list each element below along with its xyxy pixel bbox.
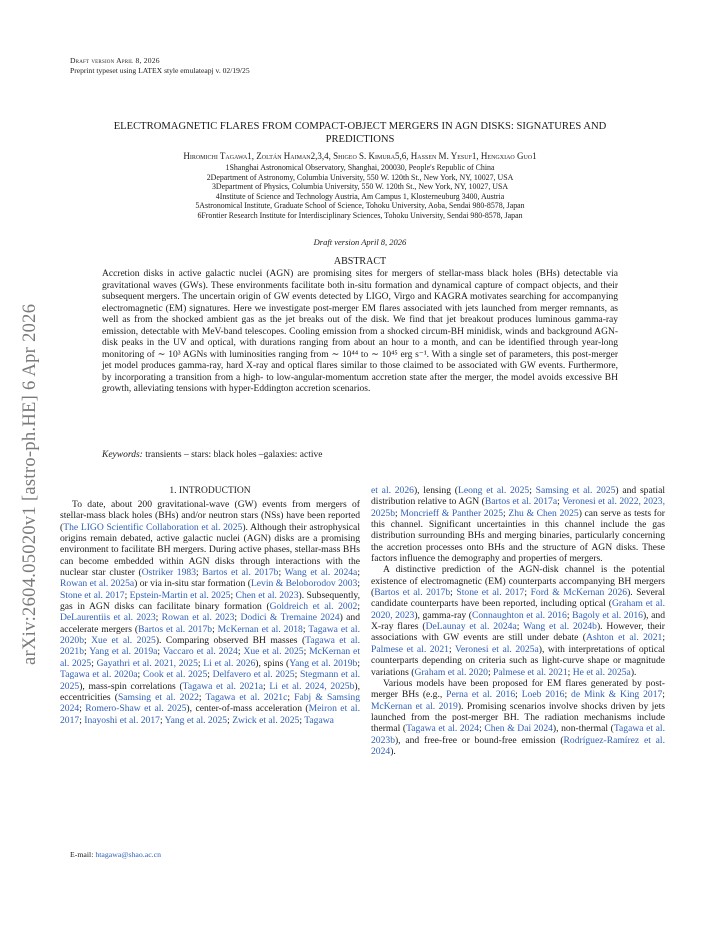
body-text: ; [91, 657, 97, 669]
citation-link[interactable]: Tagawa et al. 2021b [60, 635, 360, 658]
affiliation-3: 3Department of Physics, Columbia University, 550 W. 120th St., New York, NY, 10027, USA [211, 182, 509, 191]
citation-link[interactable]: Tagawa et al. 2020a [60, 669, 138, 681]
citation-link[interactable]: Chen et al. 2023 [235, 589, 299, 601]
author-list: Hiromichi Tagawa1, Zoltán Haiman2,3,4, Shigeo S. Kimura5,6, Hassen M. Yesuf1, Hengxiao Guo1 [183, 151, 537, 161]
citation-link[interactable]: Zwick et al. 2025 [232, 714, 300, 726]
body-text: ), gamma-ray ( [414, 609, 472, 621]
citation-link[interactable]: McKernan et al. 2019 [371, 700, 458, 712]
citation-link[interactable]: Perna et al. 2016 [446, 689, 516, 701]
citation-link[interactable]: Xue et al. 2025 [91, 635, 156, 647]
body-text: ; [357, 657, 360, 669]
citation-link[interactable]: Wang et al. 2024a [284, 567, 358, 579]
body-text: ; [566, 609, 573, 621]
body-text: ; [394, 507, 401, 519]
citation-link[interactable]: Xue et al. 2025 [243, 646, 304, 658]
citation-link[interactable]: Stone et al. 2017 [60, 589, 125, 601]
citation-link[interactable]: The LIGO Scientific Collaboration et al. 2025 [63, 521, 243, 533]
body-text: ; [83, 635, 92, 647]
body-text: ), spins ( [255, 657, 290, 669]
citation-link[interactable]: Bartos et al. 2017b [374, 587, 451, 599]
draft-date: Draft version April 8, 2026 [313, 237, 407, 247]
body-text: ; [357, 578, 360, 590]
body-text: ; [230, 589, 236, 601]
citation-link[interactable]: Bartos et al. 2017a [484, 496, 558, 508]
citation-link[interactable]: Zhu & Chen 2025 [508, 507, 579, 519]
body-text: ), non-thermal ( [552, 723, 614, 735]
body-text: ), and free-free or bound-free emission ( [394, 734, 564, 746]
citation-link[interactable]: Cook et al. 2025 [142, 669, 208, 681]
citation-link[interactable]: Epstein-Martin et al. 2025 [129, 589, 231, 601]
body-text: ; [159, 714, 165, 726]
citation-link[interactable]: Stone et al. 2017 [456, 587, 525, 599]
email-link[interactable]: htagawa@shao.ac.cn [95, 850, 161, 859]
citation-link[interactable]: Ostriker 1983 [141, 567, 196, 579]
citation-link[interactable]: Goldreich et al. 2002 [269, 601, 358, 613]
body-text: ; [557, 496, 563, 508]
citation-link[interactable]: Bagoly et al. 2016 [572, 609, 643, 621]
body-text: ). Subsequently, gas in AGN disks can facilitate binary formation ( [60, 589, 360, 613]
citation-link[interactable]: Samsing et al. 2025 [535, 485, 616, 496]
preprint-header [70, 56, 250, 75]
citation-link[interactable]: Veronesi et al. 2022, 2023, 2025b [371, 496, 665, 519]
body-text: ; [198, 691, 206, 703]
citation-link[interactable]: Li et al. 2024, 2025b [269, 680, 355, 692]
body-text: ; [479, 723, 485, 735]
citation-link[interactable]: Yang et al. 2025 [164, 714, 228, 726]
body-text: ; [448, 643, 455, 655]
body-text: ; [79, 714, 85, 726]
body-text: ; [157, 646, 163, 658]
body-text: ; [79, 703, 86, 715]
body-text: Various models have been proposed for EM flares generated by post-merger BHs (e.g., [371, 677, 665, 701]
citation-link[interactable]: Graham et al. 2020 [414, 666, 488, 678]
citation-link[interactable]: Li et al. 2026 [203, 657, 256, 669]
citation-link[interactable]: Delfavero et al. 2025 [212, 669, 295, 681]
body-text: ). Comparing observed BH masses ( [155, 635, 306, 647]
citation-link[interactable]: Palmese et al. 2021 [493, 666, 568, 678]
body-text: ; [124, 589, 130, 601]
body-text: ; [263, 680, 270, 692]
citation-link[interactable]: Gayathri et al. 2021, 2025 [96, 657, 198, 669]
citation-link[interactable]: Ford & McKernan 2026 [530, 587, 628, 599]
citation-link[interactable]: Tagawa et al. 2024 [406, 723, 480, 735]
citation-link[interactable]: et al. 2026 [371, 485, 414, 496]
body-text: ; [299, 714, 305, 726]
intro-paragraph-2 [371, 564, 665, 677]
body-text: ) or via in-situ star formation ( [134, 578, 251, 590]
body-text: ; [196, 567, 203, 579]
citation-link[interactable]: Yang et al. 2019a [89, 646, 158, 658]
body-text: ; [237, 646, 244, 658]
body-text: ; [302, 623, 309, 635]
citation-link[interactable]: Stegmann et al. 2025 [60, 669, 361, 692]
section-heading-introduction: 1. INTRODUCTION [169, 486, 251, 496]
citation-link[interactable]: Loeb 2016 [521, 689, 565, 701]
body-text: ), and X-ray flares ( [371, 609, 665, 633]
affiliation-6: 6Frontier Research Institute for Interdisciplinary Sciences, Tohoku University, Sendai 980-8578, Japan [197, 210, 523, 220]
citation-link[interactable]: Wang et al. 2024b [523, 621, 597, 633]
abstract-body: Accretion disks in active galactic nuclei (AGN) are promising sites for mergers of stellar-mass black holes (BHs) detectable via gravitational waves (GWs). These environments facilitate both in-situ formation and dynamical capture of compact objects, and their subsequent mergers. The uncertain origin of GW events detected by LIGO, Virgo and KAGRA motivates searching for accompanying electromagnetic (EM) signatures. Here we investigate post-merger EM flares associated with jets launched from merger remnants, as well as from the shocked ambient gas as the jet breaks out of the disk. We find that jet breakout produces luminous gamma-ray emission, detectable with MeV-band telescopes. Cooling emission from a shocked circum-BH minidisk, winds and background AGN-disk peaks in the UV and optical, with durations ranging from about an hour to a month, and can be identified through year-long monitoring of ∼ 10³ AGNs with luminosities ranging from ∼ 10⁴⁴ to ∼ 10⁴⁵ erg s⁻¹. With a single set of parameters, this post-merger jet model produces gamma-ray, hard X-ray and optical flares similar to those claimed to be associated with GW events. Furthermore, by incorporating a transition from a high- to low-angular-momentum accretion state after the merger, the model avoids excessive BH growth, alleviating tensions with hyper-Eddington accretion scenarios. [102, 269, 618, 394]
affiliations [80, 163, 640, 220]
body-text: ; [516, 621, 524, 633]
citation-link[interactable]: Veronesi et al. 2025a [454, 643, 539, 655]
citation-link[interactable]: Romero-Shaw et al. 2025 [85, 703, 187, 715]
body-text: ; [83, 646, 90, 658]
email-label: E-mail: [70, 850, 94, 859]
keywords-list: transients – stars: black holes –galaxies: active [145, 450, 323, 460]
citation-link[interactable]: DeLaunay et al. 2024a [425, 621, 517, 633]
body-text: ; [564, 689, 572, 701]
citation-link[interactable]: Palmese et al. 2021 [371, 643, 449, 655]
affiliation-5: 5Astronomical Institute, Graduate School of Science, Tohoku University, Aoba, Sendai 980-8578, Japan [195, 201, 525, 210]
body-text: ; [487, 666, 494, 678]
citation-link[interactable]: He et al. 2025a [572, 666, 631, 678]
body-text: ; [197, 657, 204, 669]
body-text: ; [212, 623, 218, 635]
body-text: ) and accelerate mergers ( [60, 612, 360, 635]
intro-paragraph-3 [371, 678, 665, 757]
body-text: ), with interpretations of optical counterparts depending on criteria such as light-curve shape or magnitude variations ( [371, 643, 665, 678]
body-text: ). Promising scenarios involve shocks driven by jets launched from the post-merger BH. The radiation mechanisms include thermal ( [371, 700, 666, 735]
body-text: ; [529, 485, 536, 496]
citation-link[interactable]: Chen & Dai 2024 [484, 723, 553, 735]
citation-link[interactable]: Ashton et al. 2021 [586, 632, 663, 644]
citation-link[interactable]: Bartos et al. 2017b [202, 567, 279, 579]
affiliation-4: 4Institute of Science and Technology Austria, Am Campus 1, Klosterneuburg 3400, Austria [215, 191, 505, 201]
citation-link[interactable]: Inayoshi et al. 2017 [84, 714, 160, 726]
body-text: ; [137, 669, 143, 681]
body-text: ). [630, 666, 637, 678]
left-column [60, 499, 360, 726]
citation-link[interactable]: Rowan et al. 2025a [60, 578, 135, 590]
paper-title: ELECTROMAGNETIC FLARES FROM COMPACT-OBJECT MERGERS IN AGN DISKS: SIGNATURES AND PREDICTIONS [113, 121, 607, 145]
citation-link[interactable]: de Mink & King 2017 [571, 689, 663, 701]
body-text: ; [303, 646, 310, 658]
body-text: ), center-of-mass acceleration ( [186, 703, 309, 715]
citation-link[interactable]: Yang et al. 2019b [289, 657, 358, 669]
citation-link[interactable]: Samsing et al. 2022 [117, 691, 199, 703]
abstract-heading: ABSTRACT [333, 256, 387, 267]
body-text: ). Several candidate counterparts have been reported, including optical ( [371, 587, 665, 610]
arxiv-identifier: arXiv:2604.05020v1 [astro-ph.HE] 6 Apr 2026 [20, 303, 40, 665]
citation-link[interactable]: Meiron et al. 2017 [60, 703, 360, 726]
body-text: A distinctive prediction of the AGN-disk channel is the potential existence of electromagnetic (EM) counterparts accompanying BH mergers ( [371, 564, 665, 599]
citation-link[interactable]: Moncrieff & Panther 2025 [400, 507, 503, 519]
body-text: ; [357, 601, 360, 613]
intro-paragraph-1-continued [371, 485, 665, 564]
affiliation-2: 2Department of Astronomy, Columbia University, 550 W. 120th St., New York, NY, 10027, USA [206, 172, 514, 182]
draft-version-line: Draft version April 8, 2026 [70, 56, 160, 65]
citation-link[interactable]: Tagawa [304, 714, 334, 726]
body-text: ). [390, 745, 396, 757]
citation-link[interactable]: Rowan et al. 2023 [161, 612, 235, 624]
citation-link[interactable]: Dodici & Tremaine 2024 [240, 612, 340, 624]
citation-link[interactable]: DeLaurentiis et al. 2023 [60, 612, 156, 624]
intro-paragraph-1 [60, 499, 360, 726]
citation-link[interactable]: Graham et al. 2020, 2023 [371, 598, 665, 621]
citation-link[interactable]: Rodríguez-Ramírez et al. 2024 [371, 734, 665, 757]
citation-link[interactable]: Tagawa et al. 2021c [205, 691, 288, 703]
body-text: ; [227, 714, 233, 726]
body-text: ), mass-spin correlations ( [79, 680, 183, 692]
body-text: To date, about 200 gravitational-wave (GW) events from mergers of stellar-mass black holes (BHs) and/or neutron stars (NSs) have been reported ( [60, 499, 360, 533]
citation-link[interactable]: McKernan et al. 2025 [60, 646, 360, 669]
citation-link[interactable]: Tagawa et al. 2020b [60, 623, 360, 647]
citation-link[interactable]: Tagawa et al. 2023b [371, 723, 665, 746]
body-text: ; [450, 587, 457, 599]
body-text: ; [287, 691, 295, 703]
citation-link[interactable]: Connaughton et al. 2016 [471, 609, 567, 621]
keywords-label: Keywords: [102, 450, 143, 460]
citation-link[interactable]: Vaccaro et al. 2024 [162, 646, 238, 658]
citation-link[interactable]: Levin & Beloborodov 2003 [250, 578, 358, 590]
body-text: ; [207, 669, 213, 681]
body-text: ; [524, 587, 531, 599]
body-text: ; [515, 689, 522, 701]
body-text: ; [662, 632, 665, 644]
body-text: ) and spatial distribution relative to AGN ( [371, 485, 665, 508]
citation-link[interactable]: McKernan et al. 2018 [217, 623, 303, 635]
body-text: ; [503, 507, 509, 519]
body-text: ), lensing ( [413, 485, 458, 496]
body-text: ), eccentricities ( [60, 680, 360, 703]
affiliation-1: 1Shanghai Astronomical Observatory, Shanghai, 200030, People's Republic of China [225, 163, 495, 172]
keywords [102, 450, 618, 460]
citation-link[interactable]: Fabj & Samsing 2024 [60, 691, 360, 715]
body-text: ; [357, 567, 360, 579]
body-text: ; [278, 567, 285, 579]
body-text: ; [294, 669, 300, 681]
citation-link[interactable]: Tagawa et al. 2021a [182, 680, 264, 692]
body-text: ; [662, 689, 665, 701]
citation-link[interactable]: Leong et al. 2025 [457, 485, 530, 496]
body-text: ; [234, 612, 241, 624]
right-column [371, 485, 665, 757]
body-text: ). Although their astrophysical origins remain debated, active galactic nuclei (AGN) disks are a promising environment to facilitate BH mergers. During active phases, stellar-mass BHs can become embedded within AGN disks through interactions with the nuclear star cluster ( [60, 521, 360, 579]
body-text: ; [567, 666, 573, 678]
body-text: ). However, their associations with GW events are still under debate ( [371, 621, 665, 644]
body-text: ) can serve as tests for this channel. Significant uncertainties in this channel include the gas distribution surrounding BHs and merging binaries, particularly concerning the accretion processes onto BHs and the structure of AGN disks. These factors influence the demography and properties of mergers. [371, 507, 665, 565]
corresponding-email [70, 850, 161, 859]
preprint-typeset-line: Preprint typeset using LATEX style emulateapj v. 02/19/25 [70, 65, 250, 75]
citation-link[interactable]: Bartos et al. 2017b [138, 623, 213, 635]
body-text: ; [155, 612, 162, 624]
